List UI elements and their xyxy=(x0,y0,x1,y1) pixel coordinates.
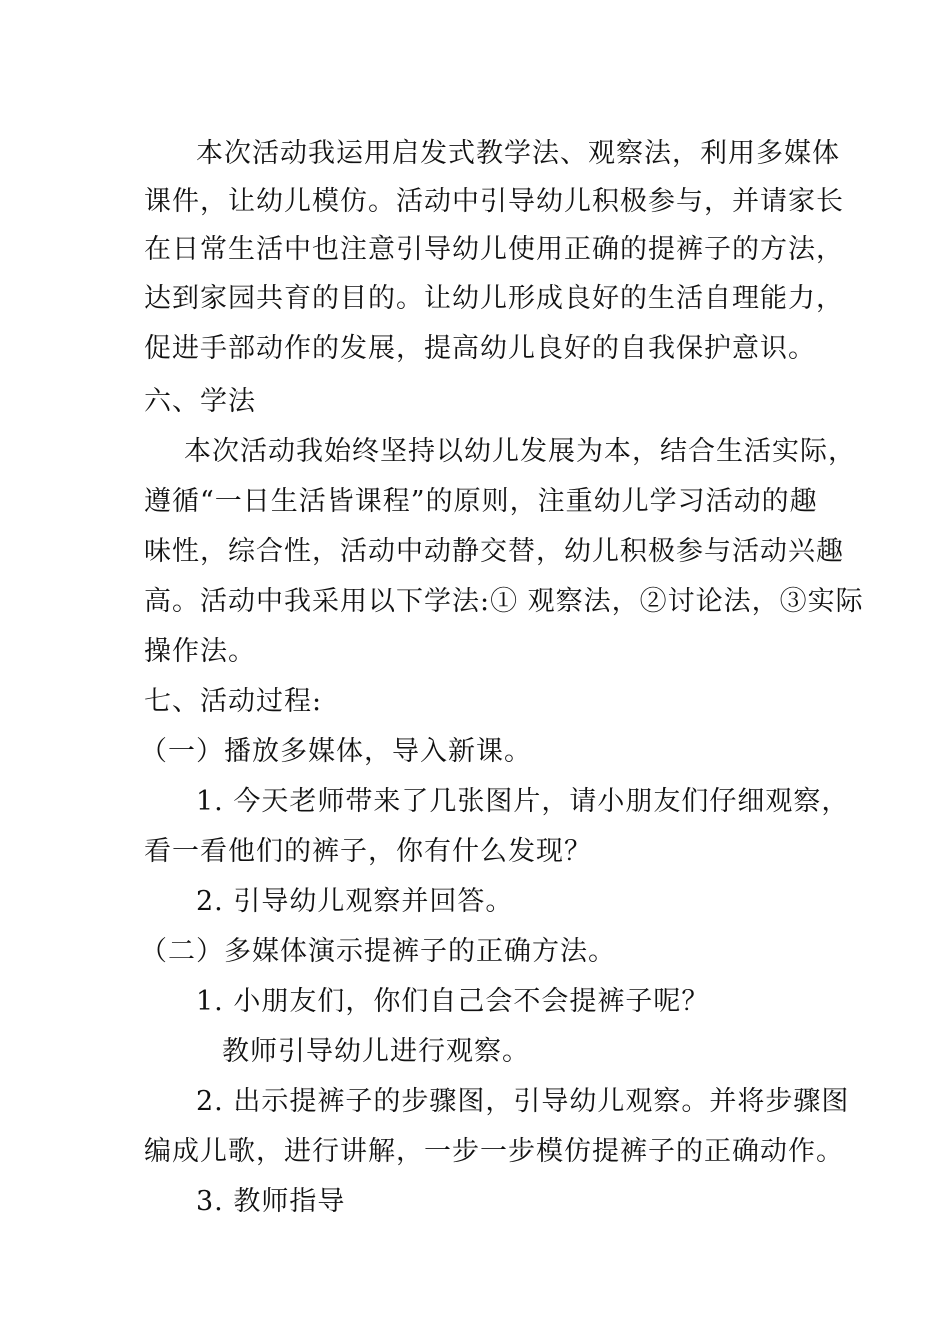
section-heading: 七、活动过程: xyxy=(144,686,323,717)
paragraph-line: 课件，让幼儿模仿。活动中引导幼儿积极参与，并请家长 xyxy=(144,186,844,217)
section-heading: 六、学法 xyxy=(144,386,256,417)
list-item-note: 教师引导幼儿进行观察。 xyxy=(222,1036,530,1067)
subsection-heading: （二）多媒体演示提裤子的正确方法。 xyxy=(140,936,616,967)
list-item-continuation: 看一看他们的裤子，你有什么发现？ xyxy=(144,836,592,867)
list-item: 1. 今天老师带来了几张图片，请小朋友们仔细观察， xyxy=(196,786,850,817)
paragraph-line: 本次活动我始终坚持以幼儿发展为本，结合生活实际， xyxy=(184,436,856,467)
list-item: 2. 引导幼儿观察并回答。 xyxy=(196,886,514,917)
paragraph-line: 本次活动我运用启发式教学法、观察法，利用多媒体 xyxy=(196,138,840,169)
list-item: 3. 教师指导 xyxy=(196,1186,346,1217)
paragraph-line: 遵循“一日生活皆课程”的原则，注重幼儿学习活动的趣 xyxy=(144,486,818,517)
paragraph-line: 味性，综合性，活动中动静交替，幼儿积极参与活动兴趣 xyxy=(144,536,844,567)
paragraph-line: 操作法。 xyxy=(144,636,256,667)
list-item: 2. 出示提裤子的步骤图，引导幼儿观察。并将步骤图 xyxy=(196,1086,850,1117)
list-item-continuation: 编成儿歌，进行讲解，一步一步模仿提裤子的正确动作。 xyxy=(144,1136,844,1167)
paragraph-line: 促进手部动作的发展，提高幼儿良好的自我保护意识。 xyxy=(144,333,816,364)
list-item: 1. 小朋友们，你们自己会不会提裤子呢？ xyxy=(196,986,710,1017)
paragraph-line: 在日常生活中也注意引导幼儿使用正确的提裤子的方法， xyxy=(144,234,844,265)
paragraph-line: 高。活动中我采用以下学法:① 观察法，②讨论法，③实际 xyxy=(144,586,864,617)
subsection-heading: （一）播放多媒体，导入新课。 xyxy=(140,736,532,767)
paragraph-line: 达到家园共育的目的。让幼儿形成良好的生活自理能力， xyxy=(144,283,844,314)
